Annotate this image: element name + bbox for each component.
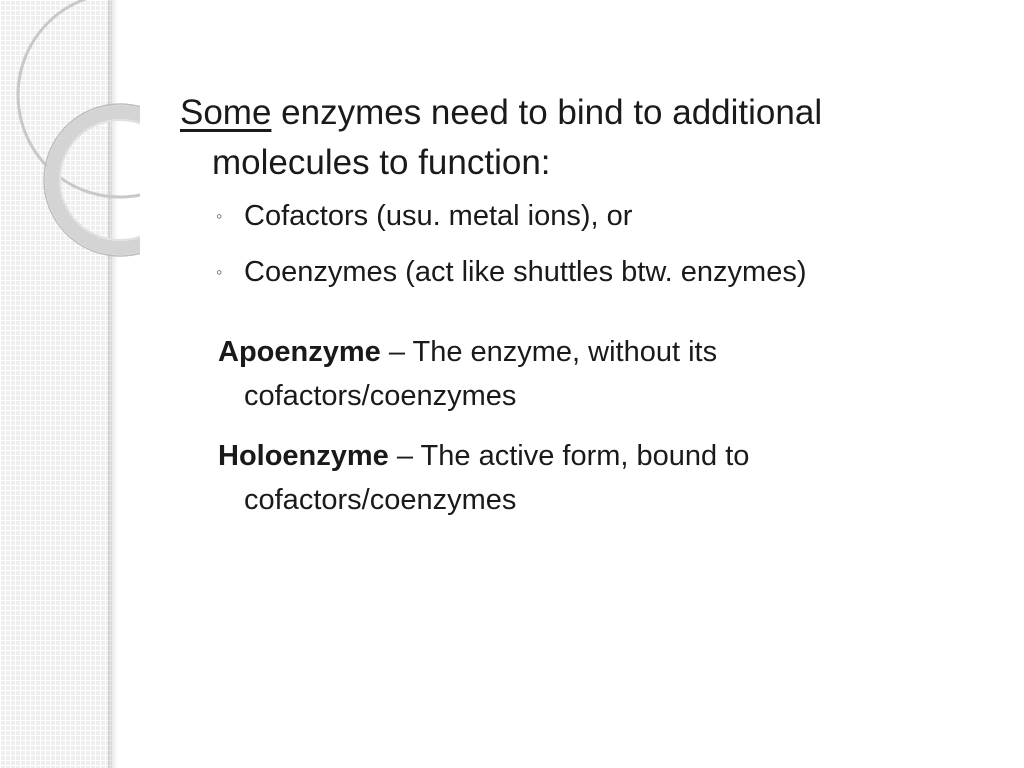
definitions (180, 330, 980, 522)
hollow-bullet-icon: ◦ (216, 262, 223, 282)
sub-point-coenzymes (180, 254, 980, 290)
definition-term: Holoenzyme (218, 440, 389, 472)
definition-text: – The enzyme, without its cofactors/coenzymes (244, 336, 718, 412)
sub-point-list (180, 198, 980, 290)
definition-text: – The active form, bound to cofactors/coenzymes (244, 440, 750, 516)
sub-point-text: Cofactors (usu. metal ions), or (244, 200, 633, 232)
main-point-underlined-word: Some (180, 93, 272, 132)
decorative-circles (0, 0, 140, 260)
main-point (180, 88, 980, 188)
definition-holoenzyme (218, 434, 980, 522)
definition-term: Apoenzyme (218, 336, 381, 368)
hollow-bullet-icon: ◦ (216, 206, 223, 226)
definition-apoenzyme (218, 330, 980, 418)
slide-content (180, 88, 980, 538)
sub-point-text: Coenzymes (act like shuttles btw. enzymes) (244, 256, 807, 288)
decorative-large-ring (18, 0, 140, 197)
sub-point-cofactors (180, 198, 980, 234)
main-point-text: enzymes need to bind to additional molecules to function: (212, 93, 823, 182)
